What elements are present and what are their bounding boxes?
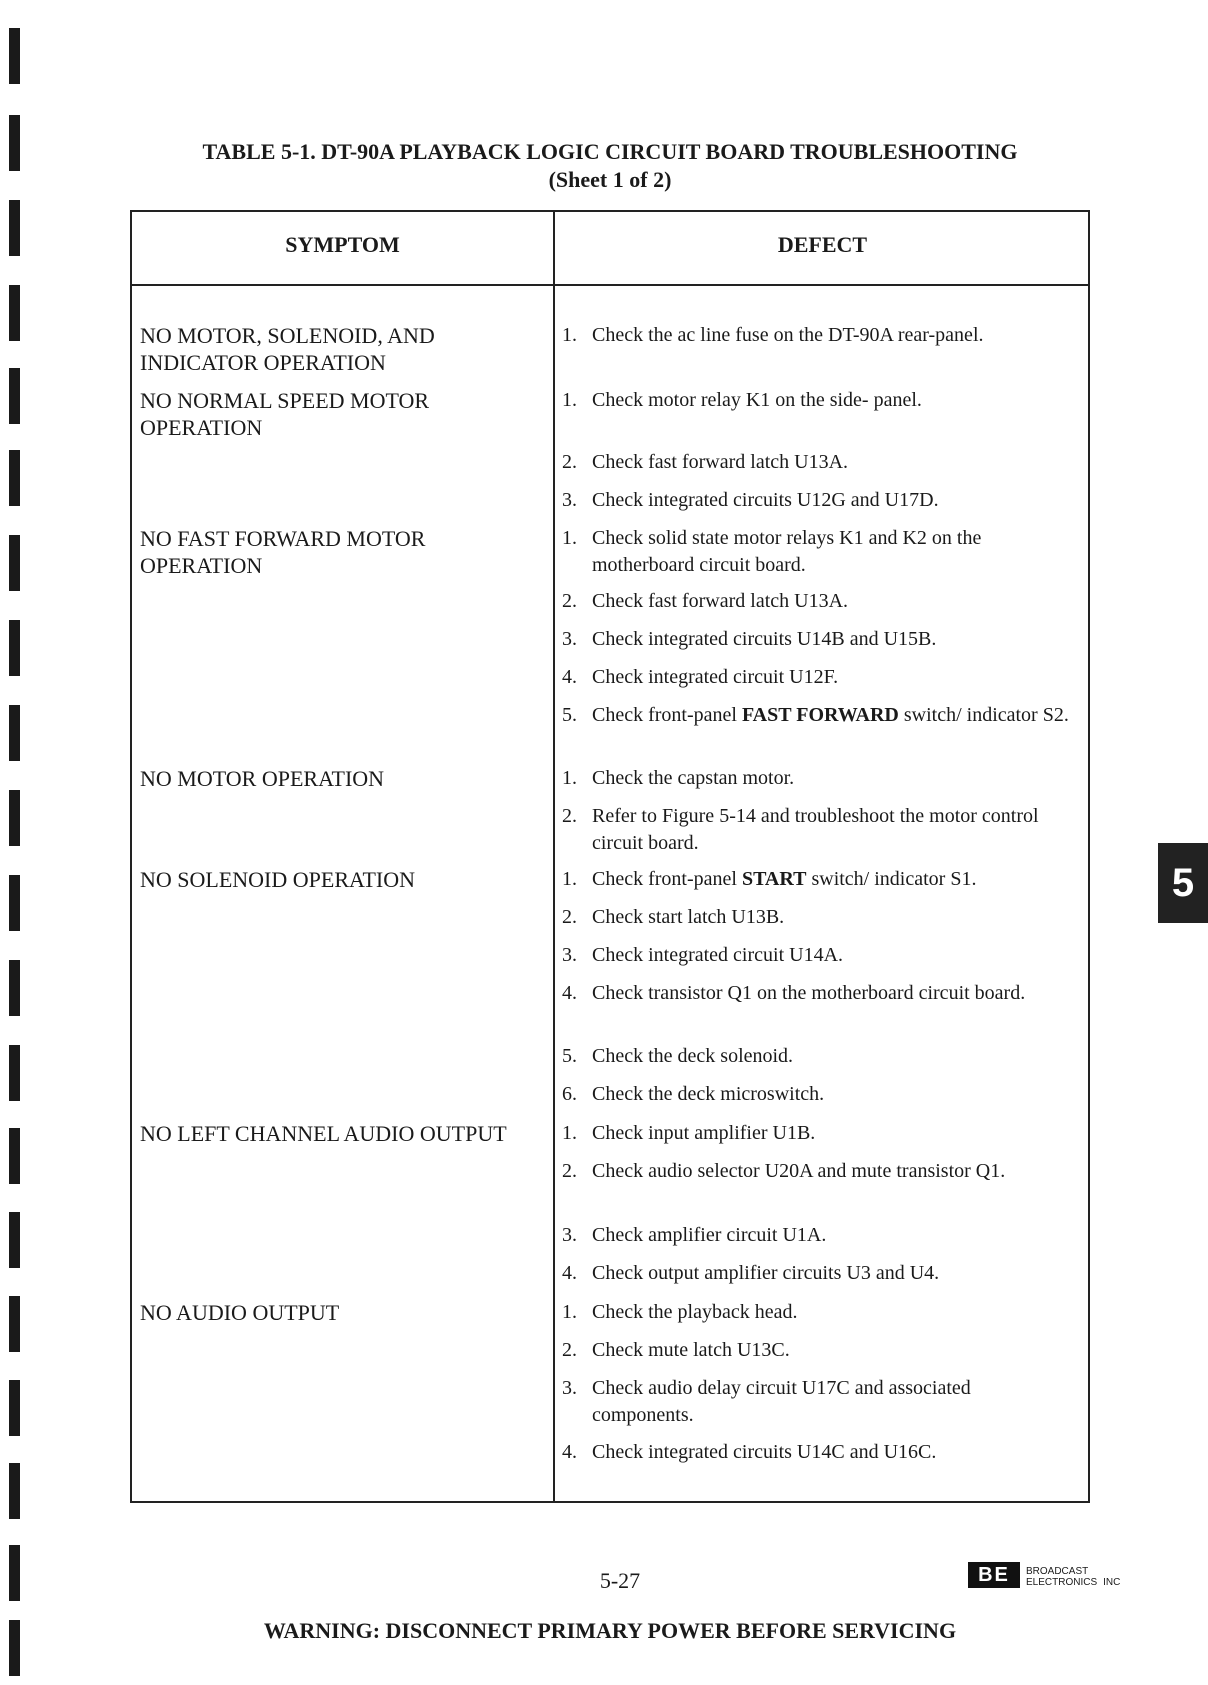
defect-step — [562, 803, 1072, 857]
step-number: 6. — [562, 1083, 577, 1105]
step-number: 5. — [562, 704, 577, 726]
binder-mark — [9, 200, 20, 256]
header-defect: DEFECT — [777, 232, 868, 257]
step-text: Check integrated circuits U14B and U15B. — [592, 628, 937, 650]
header-symptom: SYMPTOM — [285, 232, 400, 257]
step-text-bold: START — [741, 868, 807, 890]
step-number: 2. — [562, 451, 577, 473]
step-text: Check mute latch U13C. — [592, 1339, 790, 1361]
defect-step — [562, 1439, 1072, 1466]
binder-mark — [9, 1620, 20, 1676]
step-text: Check integrated circuits U14C and U16C. — [592, 1441, 937, 1463]
step-text: Refer to Figure 5-14 and troubleshoot the motor control circuit board. — [592, 805, 1039, 854]
step-text: Check fast forward latch U13A. — [592, 451, 849, 473]
step-number: 1. — [562, 1122, 577, 1144]
defect-step — [562, 1120, 1072, 1147]
step-text: Check the capstan motor. — [592, 767, 795, 789]
symptom-text: NO FAST FORWARD MOTOR OPERATION — [140, 526, 426, 578]
binder-mark — [9, 1212, 20, 1268]
step-number: 2. — [562, 1339, 577, 1361]
step-text: Check output amplifier circuits U3 and U4. — [592, 1262, 940, 1284]
step-text: Check start latch U13B. — [592, 906, 785, 928]
step-number: 3. — [562, 1377, 577, 1399]
header-rule — [132, 284, 1088, 286]
step-text: Check audio delay circuit U17C and associated components. — [592, 1377, 971, 1426]
defect-step — [562, 904, 1072, 931]
defect-step — [562, 664, 1072, 691]
defect-step — [562, 1043, 1072, 1070]
step-number: 4. — [562, 1262, 577, 1284]
defect-step — [562, 942, 1072, 969]
step-text: Check integrated circuit U14A. — [592, 944, 844, 966]
step-number: 3. — [562, 489, 577, 511]
binder-mark — [9, 28, 20, 84]
title-line-1: TABLE 5-1. DT-90A PLAYBACK LOGIC CIRCUIT BOARD TROUBLESHOOTING — [202, 139, 1018, 164]
step-text: Check transistor Q1 on the motherboard circuit board. — [592, 982, 1026, 1004]
warning-text: WARNING: DISCONNECT PRIMARY POWER BEFORE SERVICING — [263, 1618, 957, 1643]
defect-step — [562, 765, 1072, 792]
step-text: switch/ indicator S1. — [806, 868, 977, 890]
defect-step — [562, 588, 1072, 615]
symptom-text: NO AUDIO OUTPUT — [140, 1300, 340, 1325]
binder-mark — [9, 1045, 20, 1101]
step-number: 1. — [562, 389, 577, 411]
step-text: Check front-panel — [592, 704, 742, 726]
step-text: Check front-panel — [592, 868, 742, 890]
defect-step — [562, 487, 1072, 514]
step-text: Check the deck microswitch. — [592, 1083, 825, 1105]
binder-mark — [9, 960, 20, 1016]
step-text: Check the deck solenoid. — [592, 1045, 794, 1067]
step-number: 3. — [562, 628, 577, 650]
binder-marks — [0, 0, 30, 1685]
symptom-text: NO MOTOR OPERATION — [140, 766, 385, 791]
step-number: 4. — [562, 982, 577, 1004]
step-text: Check integrated circuits U12G and U17D. — [592, 489, 939, 511]
binder-mark — [9, 1463, 20, 1519]
step-number: 3. — [562, 1224, 577, 1246]
step-number: 5. — [562, 1045, 577, 1067]
logo-text — [1026, 1566, 1120, 1588]
defect-step — [562, 626, 1072, 653]
binder-mark — [9, 1380, 20, 1436]
defect-step — [562, 525, 1072, 579]
step-number: 1. — [562, 324, 577, 346]
step-number: 4. — [562, 666, 577, 688]
troubleshooting-table — [130, 210, 1090, 1503]
step-number: 1. — [562, 1301, 577, 1323]
step-number: 1. — [562, 527, 577, 549]
section-tab: 5 — [1158, 843, 1208, 923]
symptom-text: NO NORMAL SPEED MOTOR OPERATION — [140, 388, 430, 440]
defect-step — [562, 1081, 1072, 1108]
table-title — [130, 138, 1090, 194]
binder-mark — [9, 875, 20, 931]
symptom-text: NO LEFT CHANNEL AUDIO OUTPUT — [140, 1121, 507, 1146]
defect-step — [562, 866, 1072, 893]
title-line-2: (Sheet 1 of 2) — [548, 167, 672, 192]
step-text: Check audio selector U20A and mute transistor Q1. — [592, 1160, 1006, 1182]
step-text-bold: FAST FORWARD — [741, 704, 899, 726]
step-number: 1. — [562, 767, 577, 789]
defect-step — [562, 980, 1072, 1007]
defect-step — [562, 1337, 1072, 1364]
binder-mark — [9, 1296, 20, 1352]
step-number: 1. — [562, 868, 577, 890]
binder-mark — [9, 790, 20, 846]
step-number: 3. — [562, 944, 577, 966]
step-text: Check amplifier circuit U1A. — [592, 1224, 827, 1246]
symptom-text: NO MOTOR, SOLENOID, AND INDICATOR OPERATION — [140, 323, 435, 375]
column-divider — [553, 212, 555, 1501]
step-text: Check solid state motor relays K1 and K2 on the motherboard circuit board. — [592, 527, 982, 576]
defect-step — [562, 449, 1072, 476]
logo-inc: INC — [1103, 1577, 1121, 1588]
binder-mark — [9, 1128, 20, 1184]
defect-step — [562, 1260, 1072, 1287]
step-number: 2. — [562, 906, 577, 928]
binder-mark — [9, 368, 20, 424]
defect-step — [562, 1222, 1072, 1249]
defect-step — [562, 1158, 1072, 1185]
binder-mark — [9, 705, 20, 761]
defect-step — [562, 702, 1072, 729]
step-number: 2. — [562, 805, 577, 827]
logo-line-1: BROADCAST — [1026, 1566, 1089, 1577]
step-number: 4. — [562, 1441, 577, 1463]
step-text: Check the playback head. — [592, 1301, 798, 1323]
step-text: Check the ac line fuse on the DT-90A rear-panel. — [592, 324, 984, 346]
defect-step — [562, 1299, 1072, 1326]
binder-mark — [9, 115, 20, 171]
defect-step — [562, 1375, 1072, 1429]
step-text: Check motor relay K1 on the side- panel. — [592, 389, 922, 411]
defect-step — [562, 387, 1072, 414]
step-text: Check integrated circuit U12F. — [592, 666, 839, 688]
binder-mark — [9, 1545, 20, 1601]
logo-mark: BE — [968, 1562, 1020, 1588]
step-number: 2. — [562, 590, 577, 612]
step-text: Check fast forward latch U13A. — [592, 590, 849, 612]
company-logo — [968, 1562, 1120, 1588]
step-number: 2. — [562, 1160, 577, 1182]
binder-mark — [9, 535, 20, 591]
binder-mark — [9, 285, 20, 341]
page-number: 5-27 — [599, 1568, 641, 1593]
step-text: switch/ indicator S2. — [898, 704, 1069, 726]
symptom-text: NO SOLENOID OPERATION — [140, 867, 415, 892]
defect-step — [562, 322, 1072, 349]
binder-mark — [9, 620, 20, 676]
binder-mark — [9, 450, 20, 506]
step-text: Check input amplifier U1B. — [592, 1122, 816, 1144]
logo-line-2: ELECTRONICS — [1026, 1577, 1098, 1588]
